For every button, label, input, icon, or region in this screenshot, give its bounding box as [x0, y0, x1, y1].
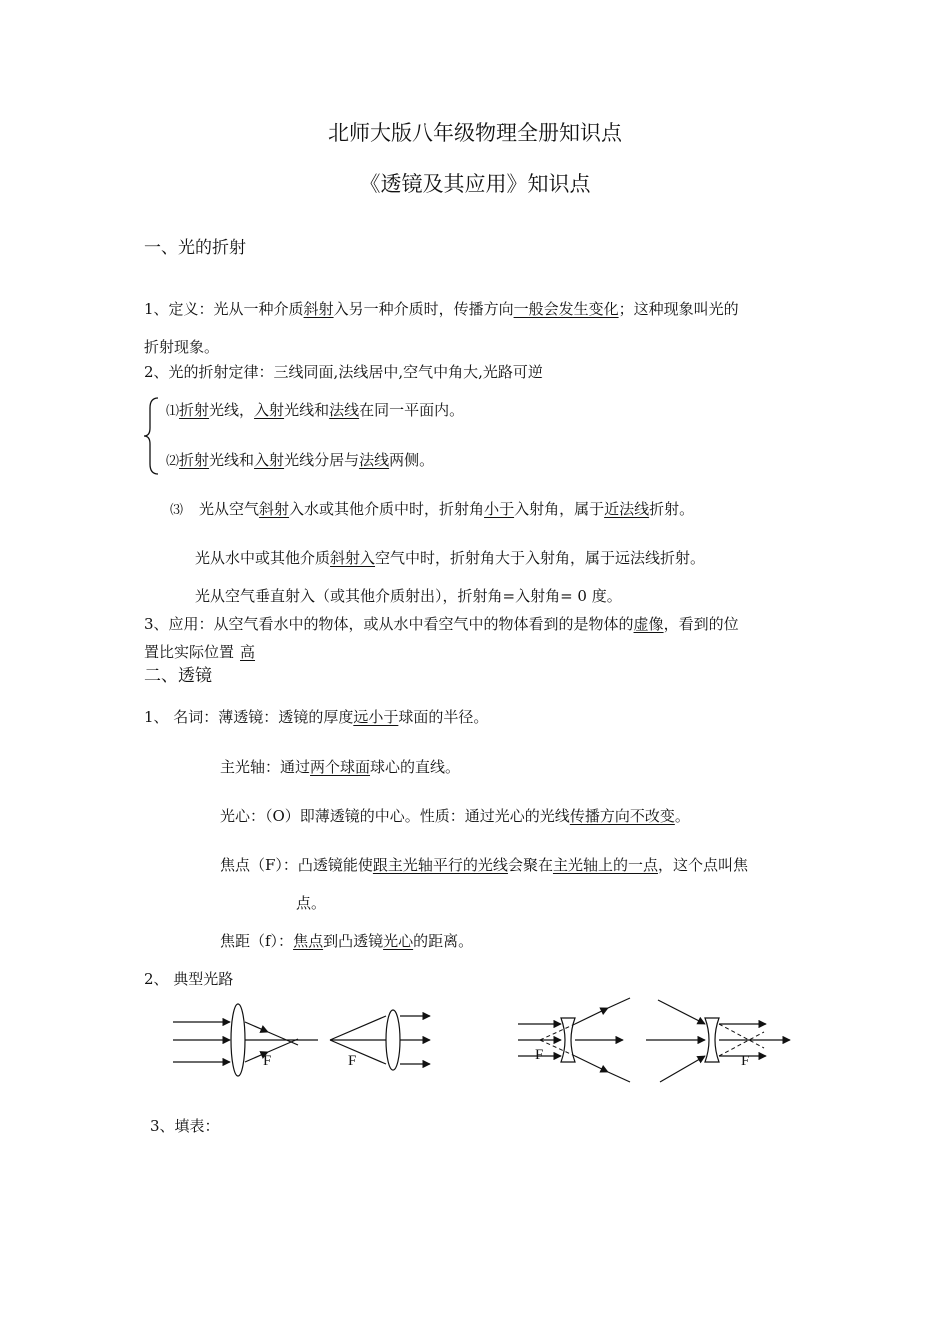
term-principal-axis: 主光轴：通过两个球面球心的直线。: [220, 758, 461, 776]
section-heading-refraction: 一、光的折射: [144, 238, 246, 258]
focus-label: F: [535, 1047, 544, 1063]
page-title: 北师大版八年级物理全册知识点: [328, 121, 622, 145]
definition-line-cont: 折射现象。: [144, 338, 220, 356]
term-focal-length: 焦距（f）：焦点到凸透镜光心的距离。: [220, 932, 474, 950]
law-item-3: ⑶ 光从空气斜射入水或其他介质中时，折射角小于入射角，属于近法线折射。: [170, 500, 695, 518]
term-optical-center: 光心：（O）即薄透镜的中心。性质：通过光心的光线传播方向不改变。: [220, 807, 690, 825]
focus-label: F: [263, 1053, 272, 1069]
refraction-law: 2、光的折射定律：三线同面,法线居中,空气中角大,光路可逆: [144, 363, 543, 381]
application-line-cont: 置比实际位置 高: [144, 643, 256, 661]
convex-lens-shape: [231, 1004, 245, 1076]
law-item-2: ⑵折射光线和入射光线分居与法线两侧。: [166, 451, 435, 469]
law-item-5: 光从空气垂直射入（或其他介质射出），折射角=入射角= 0 度。: [195, 587, 622, 605]
fill-table-heading: 3、填表：: [150, 1117, 220, 1135]
law-item-4: 光从水中或其他介质斜射入空气中时，折射角大于入射角，属于远法线折射。: [195, 549, 706, 567]
law-item-1: ⑴折射光线，入射光线和法线在同一平面内。: [166, 401, 465, 419]
focus-label: F: [741, 1053, 750, 1069]
typical-paths-heading: 2、 典型光路: [144, 970, 234, 988]
convex-lens-parallel-diagram: [330, 1010, 430, 1070]
page-subtitle: 《透镜及其应用》知识点: [359, 172, 591, 196]
term-thin-lens: 1、 名词：薄透镜：透镜的厚度远小于球面的半径。: [144, 708, 489, 726]
light-path-diagrams: [168, 996, 808, 1092]
concave-lens-parallel-diagram: [646, 1000, 790, 1082]
curly-brace: [142, 396, 162, 476]
convex-lens-converging-diagram: [173, 1004, 318, 1076]
application-line: 3、应用：从空气看水中的物体，或从水中看空气中的物体看到的是物体的虚像，看到的位: [144, 615, 739, 633]
concave-lens-diverging-diagram: [518, 998, 630, 1082]
section-heading-lens: 二、透镜: [144, 666, 212, 686]
definition-line: 1、定义：光从一种介质斜射入另一种介质时，传播方向一般会发生变化；这种现象叫光的: [144, 300, 739, 318]
concave-lens-shape: [705, 1018, 719, 1062]
convex-lens-shape: [386, 1010, 400, 1070]
term-focal-point: 焦点（F）：凸透镜能使跟主光轴平行的光线会聚在主光轴上的一点，这个点叫焦: [220, 856, 748, 874]
focus-label: F: [348, 1053, 357, 1069]
term-focal-point-cont: 点。: [296, 894, 327, 912]
